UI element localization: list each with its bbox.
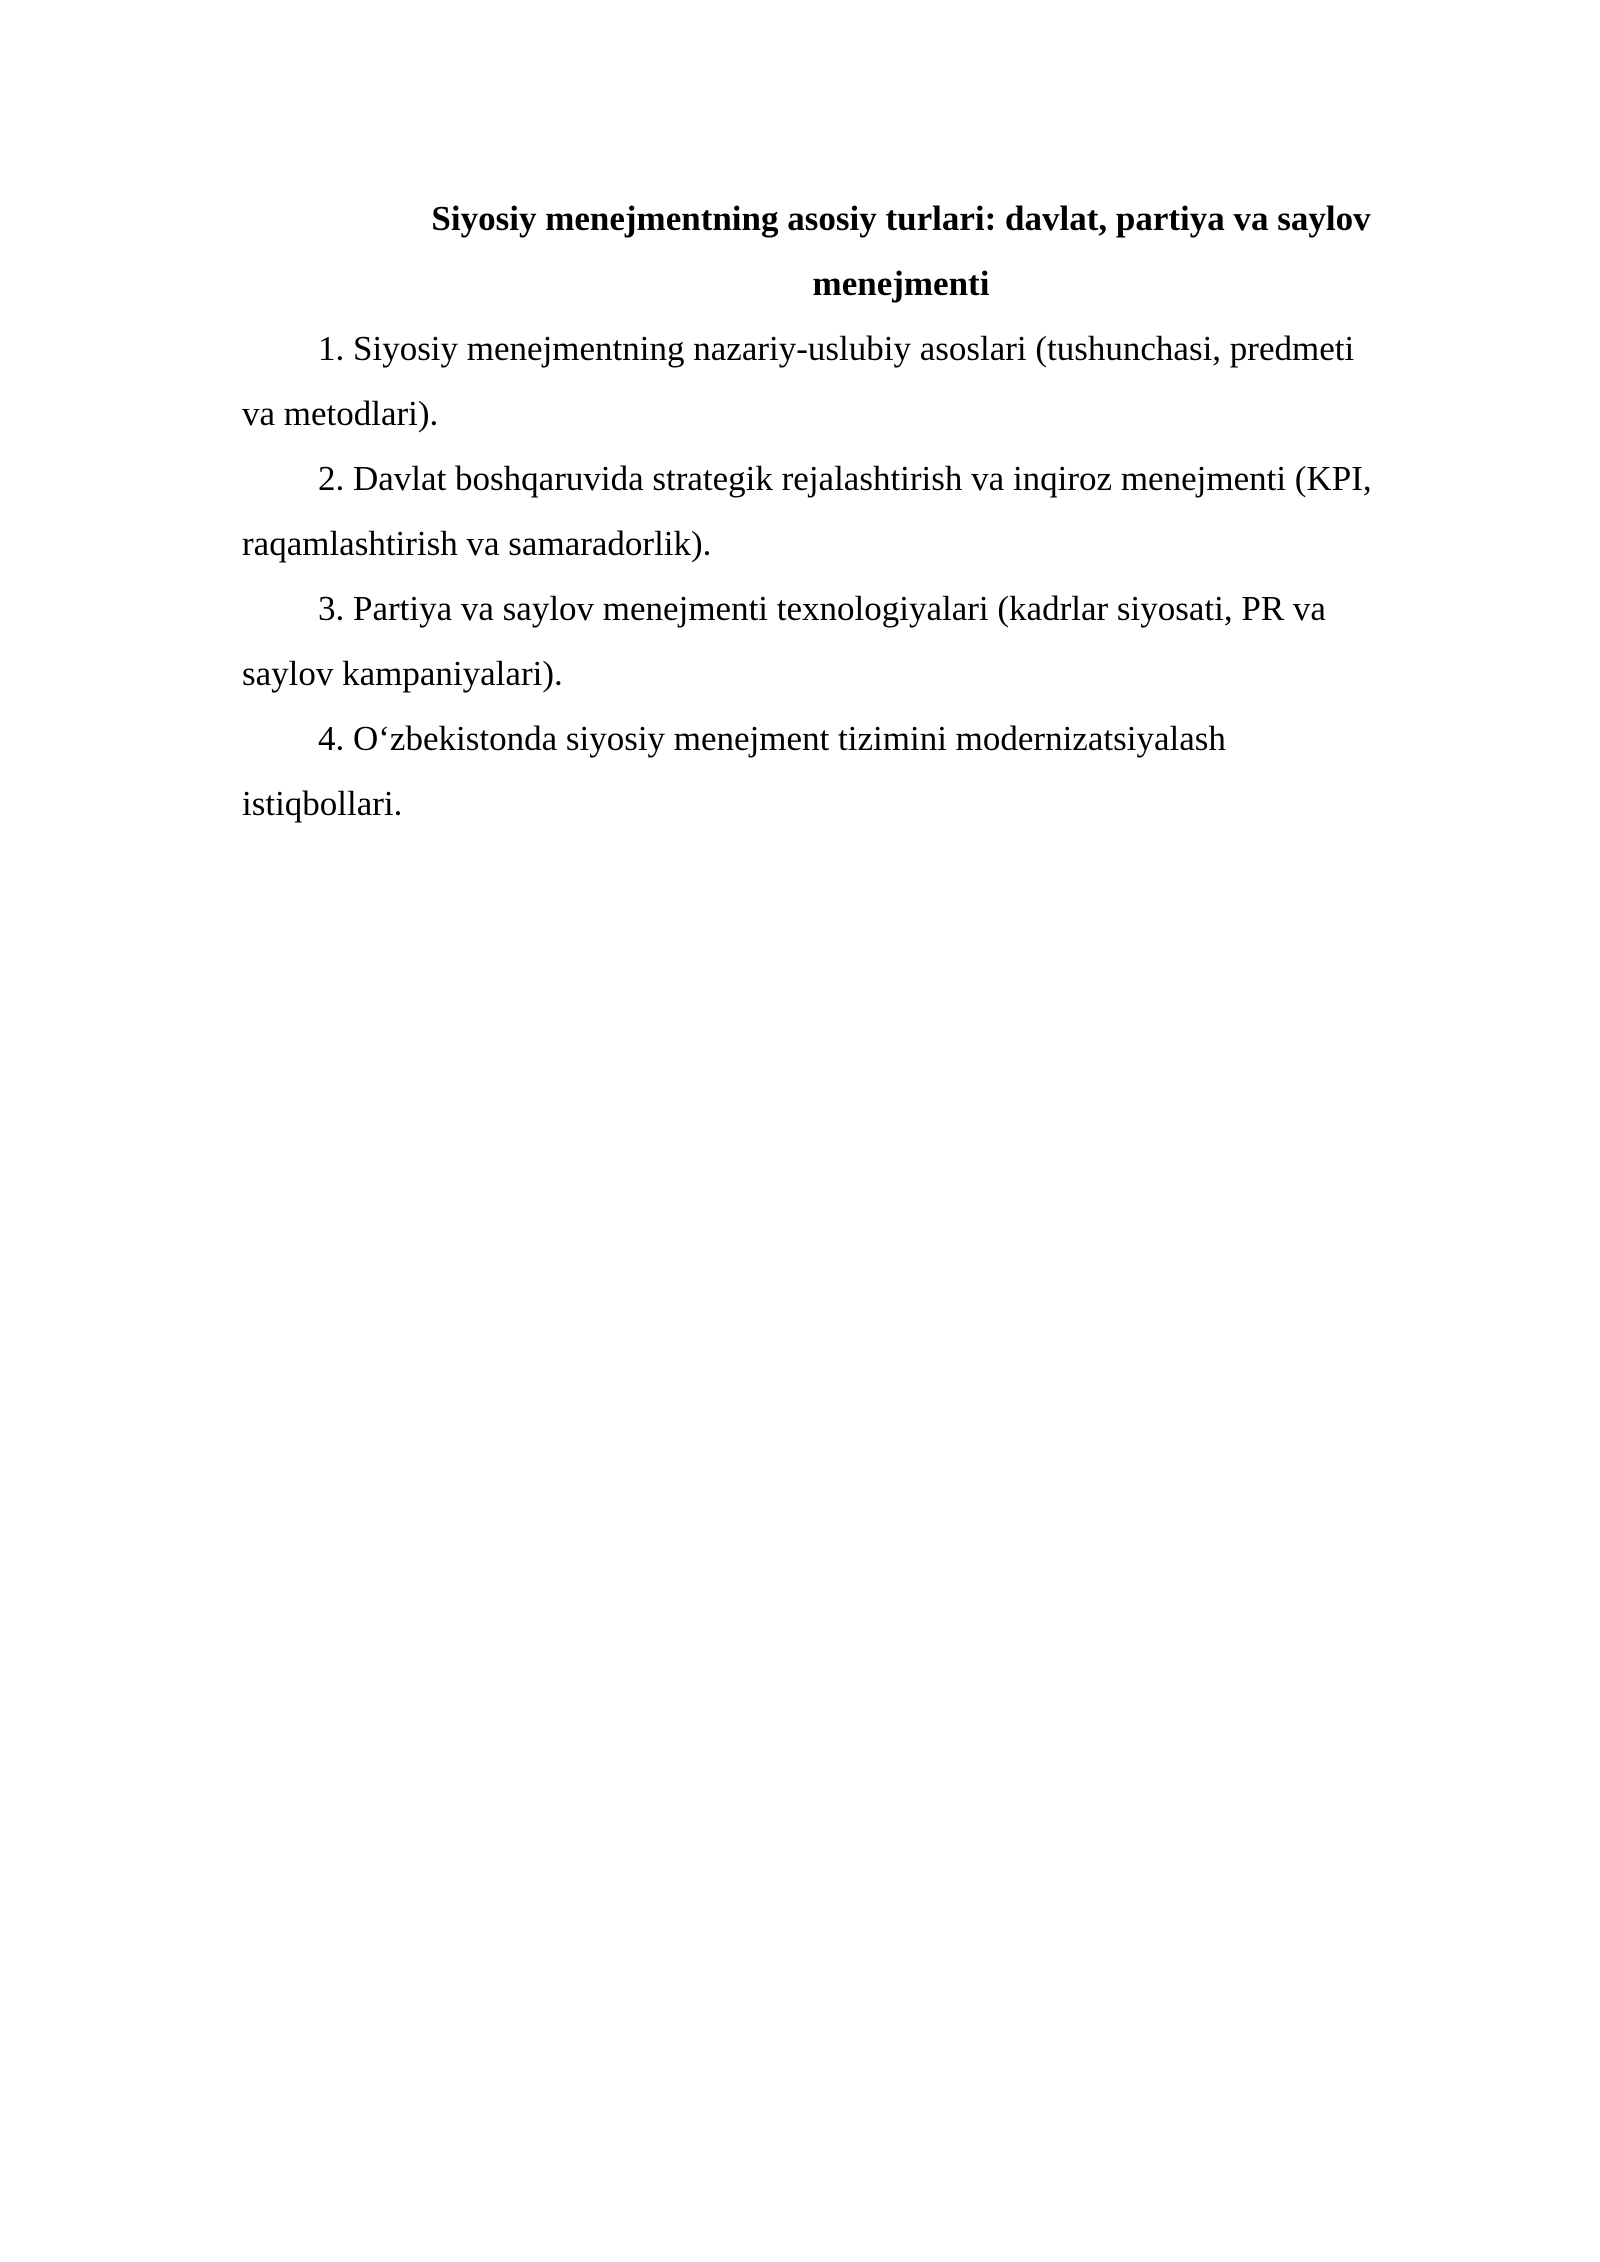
list-item (242, 706, 1454, 836)
list-item-line-1: 2. Davlat boshqaruvida strategik rejalashtirish va inqiroz menejmenti (KPI, (318, 459, 1372, 498)
list-item-line-2: saylov kampaniyalari). (242, 654, 563, 693)
list-item-line-2: va metodlari). (242, 394, 439, 433)
list-item (242, 576, 1454, 706)
list-item-line-1: 3. Partiya va saylov menejmenti texnologiyalari (kadrlar siyosati, PR va (318, 589, 1326, 628)
list-item (242, 446, 1454, 576)
title-line-1: Siyosiy menejmentning asosiy turlari: davlat, partiya va saylov (431, 199, 1371, 238)
list-item-line-2: istiqbollari. (242, 784, 403, 823)
list-item-line-2: raqamlashtirish va samaradorlik). (242, 524, 712, 563)
list-item-line-1: 4. O‘zbekistonda siyosiy menejment tizimini modernizatsiyalash (318, 719, 1226, 758)
document-title (242, 186, 1454, 316)
list-item-line-1: 1. Siyosiy menejmentning nazariy-uslubiy asoslari (tushunchasi, predmeti (318, 329, 1355, 368)
document-body (242, 186, 1454, 836)
list-item (242, 316, 1454, 446)
title-line-2: menejmenti (812, 264, 990, 303)
